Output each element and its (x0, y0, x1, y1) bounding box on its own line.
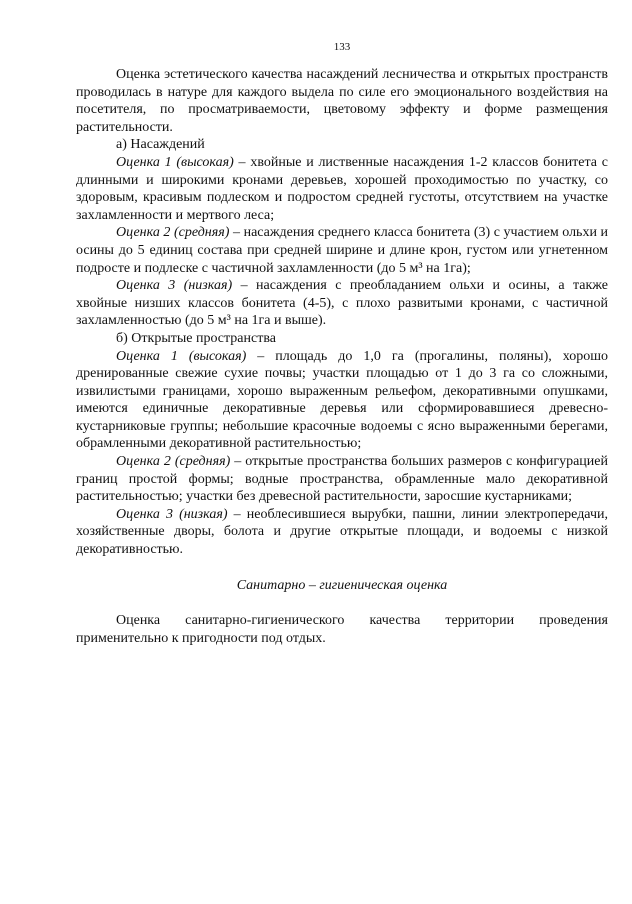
open-spaces-grade-2-label: Оценка 2 (средняя) (116, 454, 231, 470)
stands-grade-1-label: Оценка 1 (высокая) (116, 154, 234, 170)
open-spaces-grade-1-paragraph (76, 348, 608, 454)
open-spaces-grade-1-text: – площадь до 1,0 га (прогалины, поляны), хорошо дренированные свежие сухие почвы; участки площадью от 1 до 3 га со сложными, извилистыми границами, хорошо выраженным рельефом, декоративными опушками, имеются единичные декоративные деревья или сформировавшиеся древесно-кустарниковые группы; небольшие красочные водоемы с ясно выраженными берегами, обрамленными декоративной растительностью; (76, 348, 608, 452)
stands-grade-3-label: Оценка 3 (низкая) (116, 278, 233, 294)
stands-grade-1-paragraph (76, 154, 608, 224)
intro-paragraph: Оценка эстетического качества насаждений лесничества и открытых пространств проводилась в натуре для каждого выдела по силе его эмоционального воздействия на посетителя, по просматриваемости, цветовому эффекту и форме размещения растительности. (76, 67, 608, 135)
stands-grade-2-label: Оценка 2 (средняя) (116, 225, 230, 241)
stands-grade-2-text: – насаждения среднего класса бонитета (3) с участием ольхи и осины до 5 единиц состава при средней ширине и длине крон, густом или угнетенном подросте и подлеске с частичной захламленности (до 5 м³ на 1га); (76, 225, 608, 276)
open-spaces-grade-2-text: – открытые пространства больших размеров с конфигурацией границ простой формы; водные пространства, обрамленные мало декоративной растительностью; участки без древесной растительности, заросшие кустарниками; (76, 454, 608, 505)
stands-grade-3-paragraph (76, 277, 608, 330)
page-number: 133 (333, 41, 351, 53)
open-spaces-grade-1-label: Оценка 1 (высокая) (116, 348, 247, 364)
sanitary-heading: Санитарно – гигиеническая оценка (236, 577, 448, 593)
stands-grade-3-text: – насаждения с преобладанием ольхи и осины, а также хвойные низших классов бонитета (4-5), с плохо развитыми кронами, с частичной захламленностью (до 5 м³ на 1га и выше). (76, 278, 609, 329)
stands-heading: а) Насаждений (116, 137, 205, 153)
document-body (76, 66, 608, 647)
open-spaces-grade-3-paragraph (76, 506, 608, 559)
open-spaces-grade-2-paragraph (76, 453, 608, 506)
open-spaces-grade-3-text: – необлесившиеся вырубки, пашни, линии электропередачи, хозяйственные дворы, болота и другие открытые площади, и водоемы с низкой декоративностью. (76, 506, 608, 558)
stands-grade-2-paragraph (76, 224, 608, 277)
stands-grade-1-text: – хвойные и лиственные насаждения 1-2 классов бонитета с длинными и широкими кронами деревьев, хорошей проходимостью по участку, со здоровым, красивым подлеском и подростом средней густоты, отсутствием на участке захламленности и мертвого леса; (76, 154, 608, 223)
sanitary-paragraph: Оценка санитарно-гигиенического качества территории проведения применительно к пригодности под отдых. (76, 613, 608, 646)
open-spaces-heading: б) Открытые пространства (116, 330, 276, 346)
open-spaces-grade-3-label: Оценка 3 (низкая) (116, 506, 228, 522)
